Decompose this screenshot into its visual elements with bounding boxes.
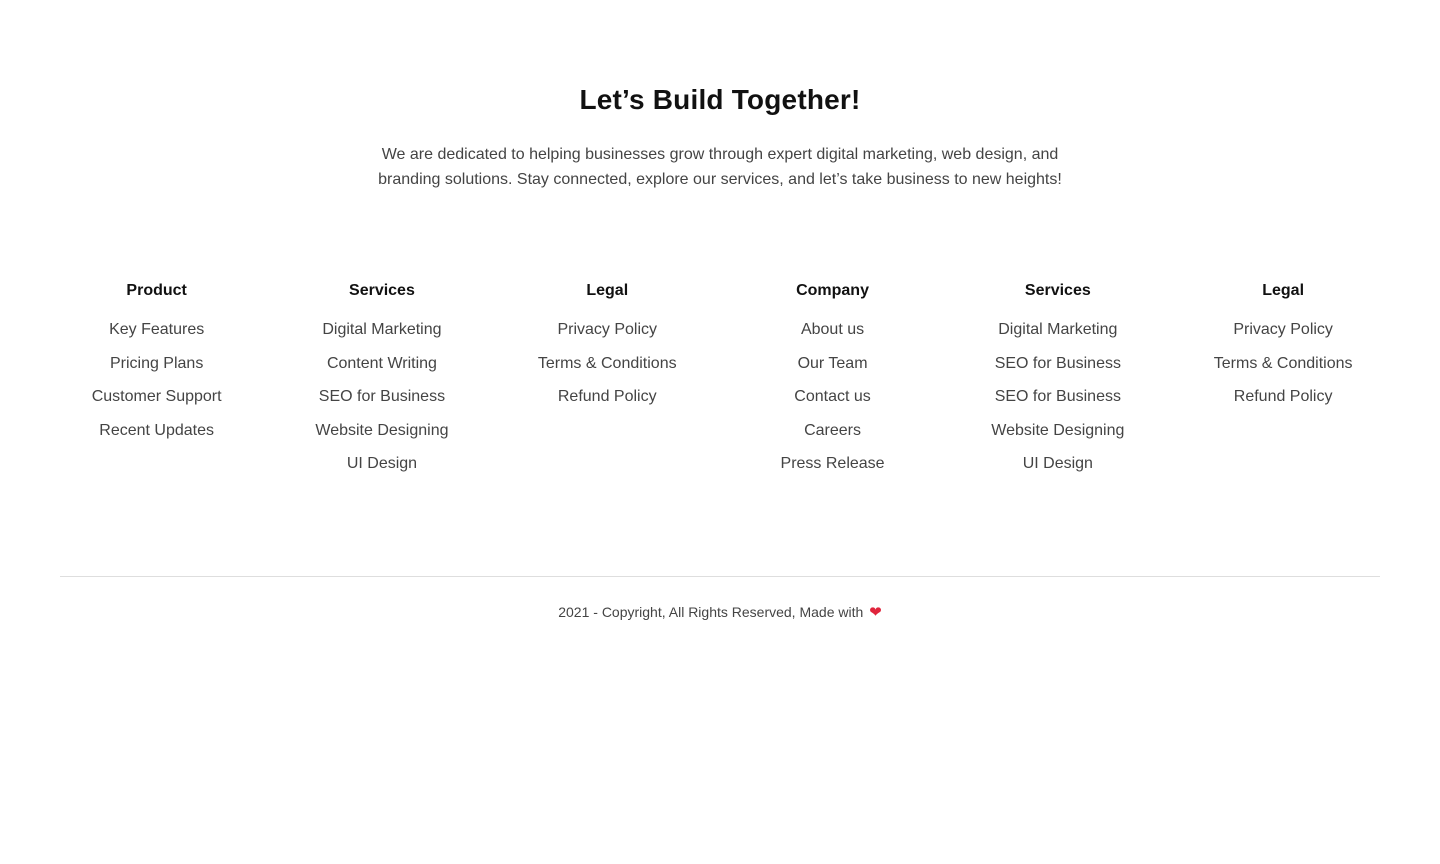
page-title: Let’s Build Together! (579, 84, 861, 115)
footer-divider (60, 576, 1380, 577)
copyright-bar (0, 602, 1440, 623)
link-ui-design[interactable]: UI Design (346, 455, 418, 472)
footer-link-columns (44, 278, 1396, 488)
link-digital-marketing[interactable]: Digital Marketing (322, 321, 442, 338)
column-services-2 (945, 278, 1170, 488)
link-contact-us[interactable]: Contact us (794, 388, 871, 405)
column-legal (495, 278, 720, 488)
column-heading: Company (796, 282, 869, 299)
link-terms-conditions[interactable]: Terms & Conditions (1213, 354, 1353, 372)
link-digital-marketing[interactable]: Digital Marketing (998, 321, 1118, 338)
column-company (720, 278, 945, 488)
column-legal-2 (1170, 278, 1395, 488)
column-heading: Product (126, 282, 187, 299)
link-content-writing[interactable]: Content Writing (326, 354, 437, 372)
link-our-team[interactable]: Our Team (797, 354, 868, 372)
link-privacy-policy[interactable]: Privacy Policy (557, 321, 658, 338)
link-key-features[interactable]: Key Features (109, 321, 205, 338)
column-heading: Services (1024, 282, 1091, 299)
link-recent-updates[interactable]: Recent Updates (99, 421, 215, 439)
link-about-us[interactable]: About us (800, 321, 865, 338)
hero-description: We are dedicated to helping businesses grow through expert digital marketing, web design, and branding solutions. Stay connected, explore our services, and let’s take business to new heights! (378, 146, 1062, 188)
column-services (269, 278, 494, 488)
copyright-text: 2021 - Copyright, All Rights Reserved, Made with (558, 604, 864, 620)
link-ui-design[interactable]: UI Design (1022, 455, 1093, 472)
column-heading: Services (349, 282, 415, 299)
link-website-designing[interactable]: Website Designing (315, 421, 449, 439)
link-privacy-policy[interactable]: Privacy Policy (1233, 321, 1333, 338)
link-refund-policy[interactable]: Refund Policy (557, 388, 657, 405)
column-product (44, 278, 269, 488)
hero-section (0, 80, 1440, 192)
link-seo-for-business[interactable]: SEO for Business (994, 388, 1121, 405)
link-press-release[interactable]: Press Release (780, 455, 885, 472)
column-heading: Legal (1262, 282, 1305, 299)
link-seo-for-business[interactable]: SEO for Business (318, 388, 446, 405)
link-website-designing[interactable]: Website Designing (991, 421, 1125, 439)
link-refund-policy[interactable]: Refund Policy (1233, 388, 1333, 405)
heart-icon: ❤ (869, 604, 882, 621)
link-pricing-plans[interactable]: Pricing Plans (109, 354, 204, 372)
link-careers[interactable]: Careers (804, 421, 861, 439)
link-seo-for-business[interactable]: SEO for Business (994, 354, 1121, 372)
link-customer-support[interactable]: Customer Support (91, 388, 222, 405)
column-heading: Legal (586, 282, 629, 299)
link-terms-conditions[interactable]: Terms & Conditions (537, 354, 677, 372)
